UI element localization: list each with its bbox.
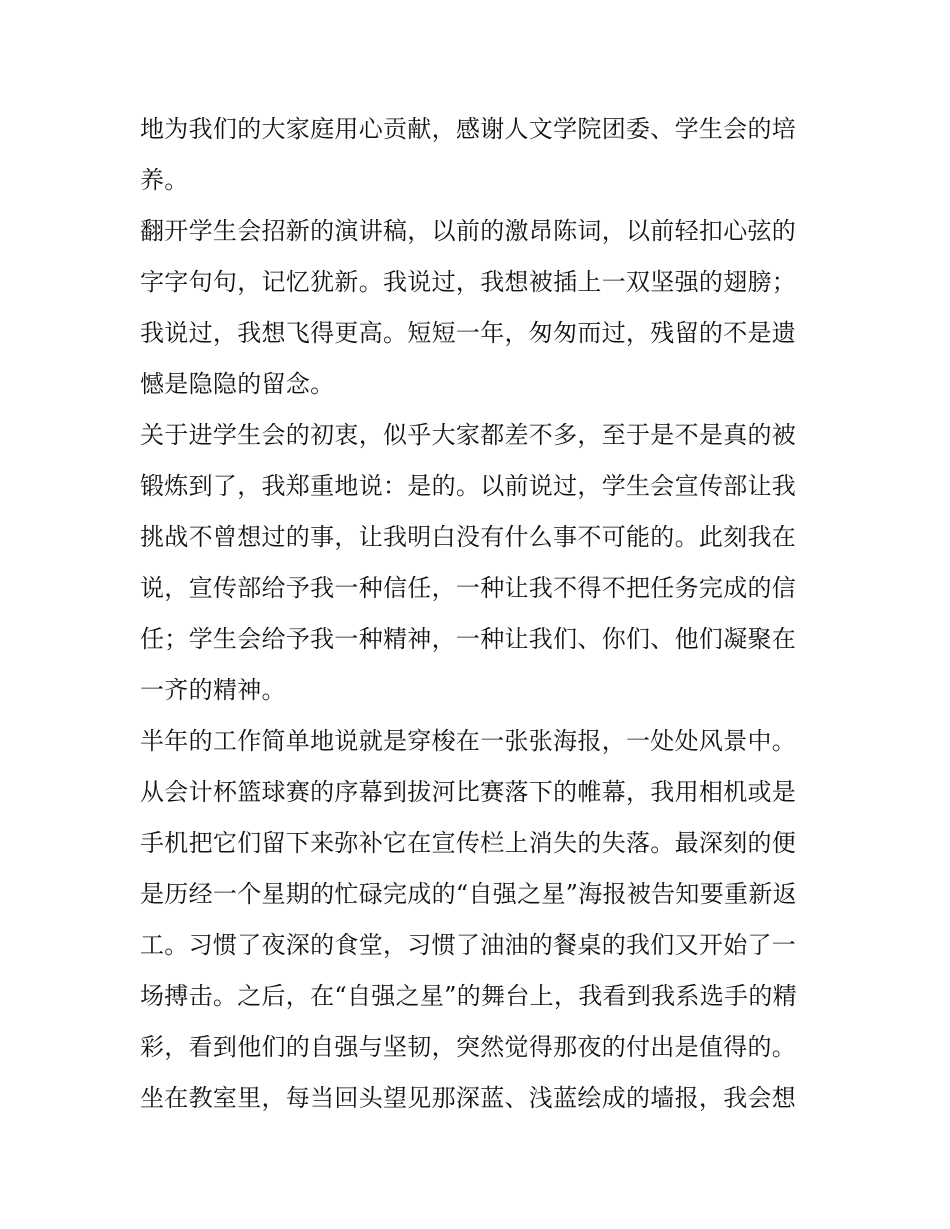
paragraph-recruitment-speech xyxy=(140,206,820,410)
text-line: 是历经一个星期的忙碌完成的“自强之星”海报被告知要重新返 xyxy=(140,880,797,908)
text-line: 憾是隐隐的留念。 xyxy=(140,370,335,398)
text-line: 半年的工作简单地说就是穿梭在一张张海报，一处处风景中。 xyxy=(140,727,797,755)
paragraph-gratitude xyxy=(140,104,820,206)
text-line: 说，宣传部给予我一种信任，一种让我不得不把任务完成的信 xyxy=(140,574,797,602)
paragraph-original-intention xyxy=(140,410,820,716)
text-line: 我说过，我想飞得更高。短短一年，匆匆而过，残留的不是遗 xyxy=(140,319,797,347)
document-body xyxy=(140,104,820,1124)
text-line: 任；学生会给予我一种精神，一种让我们、你们、他们凝聚在 xyxy=(140,625,797,653)
text-line: 一齐的精神。 xyxy=(140,676,286,704)
text-line: 场搏击。之后，在“自强之星”的舞台上，我看到我系选手的精 xyxy=(140,982,797,1010)
text-line: 从会计杯篮球赛的序幕到拔河比赛落下的帷幕，我用相机或是 xyxy=(140,778,797,806)
text-line: 地为我们的大家庭用心贡献，感谢人文学院团委、学生会的培 xyxy=(140,115,797,143)
paragraph-classroom xyxy=(140,1073,820,1124)
paragraph-half-year-work xyxy=(140,716,820,1073)
text-line: 翻开学生会招新的演讲稿，以前的激昂陈词，以前轻扣心弦的 xyxy=(140,217,797,245)
text-line: 关于进学生会的初衷，似乎大家都差不多，至于是不是真的被 xyxy=(140,421,797,449)
text-line: 彩，看到他们的自强与坚韧，突然觉得那夜的付出是值得的。 xyxy=(140,1033,797,1061)
text-line: 养。 xyxy=(140,166,189,194)
text-line: 挑战不曾想过的事，让我明白没有什么事不可能的。此刻我在 xyxy=(140,523,797,551)
text-line: 字字句句，记忆犹新。我说过，我想被插上一双坚强的翅膀； xyxy=(140,268,797,296)
text-line: 工。习惯了夜深的食堂，习惯了油油的餐桌的我们又开始了一 xyxy=(140,931,797,959)
text-line: 手机把它们留下来弥补它在宣传栏上消失的失落。最深刻的便 xyxy=(140,829,797,857)
text-line: 锻炼到了，我郑重地说：是的。以前说过，学生会宣传部让我 xyxy=(140,472,797,500)
text-line: 坐在教室里，每当回头望见那深蓝、浅蓝绘成的墙报，我会想 xyxy=(140,1084,797,1112)
